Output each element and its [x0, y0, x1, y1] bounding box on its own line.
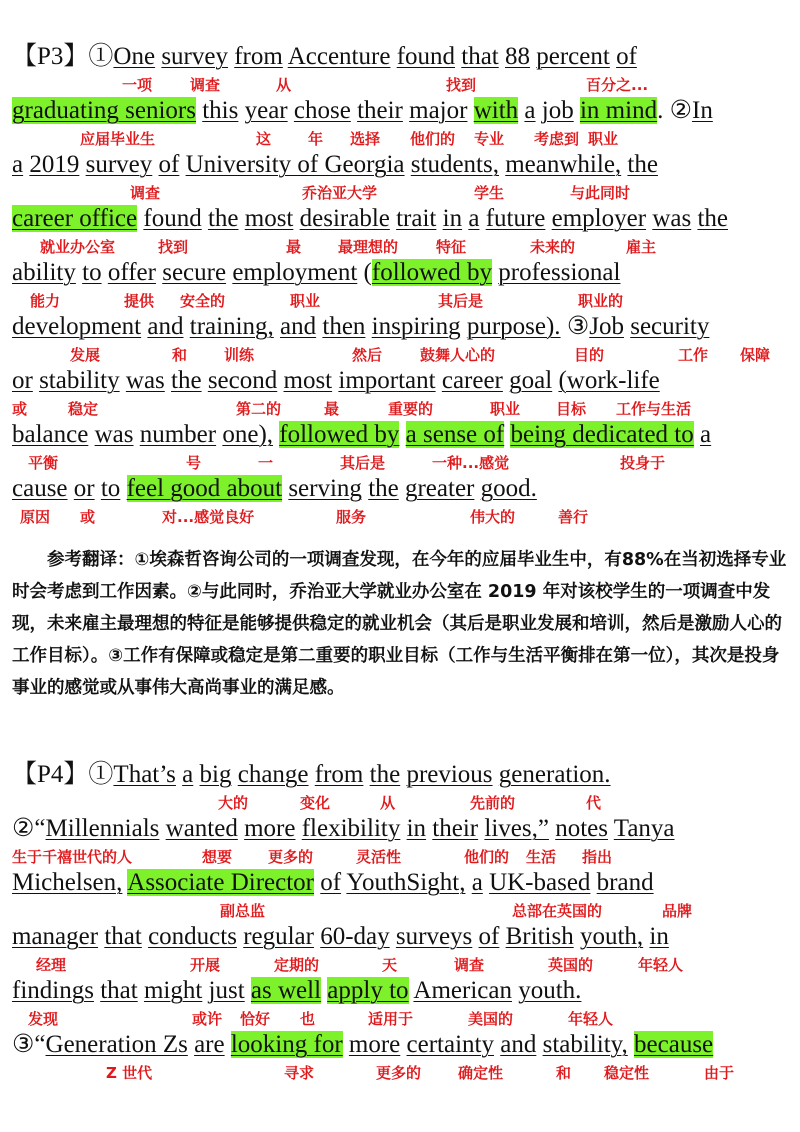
chinese-gloss: 和 [172, 346, 188, 364]
word: findings [12, 977, 94, 1004]
word: most [283, 367, 333, 394]
word: flexibility [301, 815, 401, 842]
word: and [280, 313, 317, 340]
chinese-gloss: 选择 [350, 130, 381, 148]
text-line [12, 814, 675, 846]
chinese-gloss: 对...感觉良好 [162, 508, 255, 526]
word: purpose). [466, 313, 561, 340]
chinese-gloss: 指出 [582, 848, 613, 866]
chinese-gloss: 百分之... [586, 76, 649, 94]
word: of [320, 869, 342, 896]
word: YouthSight, [346, 869, 466, 896]
chinese-gloss: 找到 [446, 76, 477, 94]
chinese-gloss: 其后是 [340, 454, 386, 472]
chinese-gloss: 工作与生活 [616, 400, 692, 418]
word: and [147, 313, 184, 340]
chinese-gloss: 美国的 [468, 1010, 514, 1028]
text-line [12, 760, 611, 792]
word: number [139, 421, 217, 448]
word: trait [396, 205, 437, 232]
text-line [12, 42, 637, 74]
word: regular [243, 923, 314, 950]
chinese-gloss: 学生 [474, 184, 505, 202]
chinese-gloss: 训练 [224, 346, 255, 364]
word: University of Georgia [185, 151, 405, 178]
word: balance [12, 421, 89, 448]
word: a [471, 869, 483, 896]
chinese-gloss: 发现 [28, 1010, 59, 1028]
chinese-gloss: 职业 [490, 400, 521, 418]
chinese-gloss: 英国的 [548, 956, 594, 974]
chinese-gloss: 或 [12, 400, 28, 418]
word: stability [39, 367, 120, 394]
chinese-gloss: 平衡 [28, 454, 59, 472]
reference-translation: 参考翻译：①埃森哲咨询公司的一项调查发现，在今年的应届毕业生中，有88%在当初选择专业时会考虑到工作因素。②与此同时，乔治亚大学就业办公室在 2019 年对该校学生的一项调查中发现，未来雇主最理想的特征是能够提供稳定的就业机会（其后是职业发展和培训，然后是激励人心的工作目标）。③工作有保障或稳定是第二重要的职业目标（工作与生活平衡排在第一位），其次是投身事业的感觉或从事伟大高尚事业的满足感。 [12, 550, 787, 698]
chinese-gloss: 服务 [336, 508, 367, 526]
chinese-gloss: 最 [286, 238, 302, 256]
chinese-gloss: 能力 [30, 292, 61, 310]
chinese-gloss: 总部在英国的 [512, 902, 603, 920]
punctuation [399, 421, 405, 448]
word: the [368, 475, 399, 502]
chinese-gloss: 他们的 [410, 130, 456, 148]
chinese-gloss: 善行 [558, 508, 589, 526]
chinese-gloss: 和 [556, 1064, 572, 1082]
word: from [234, 43, 283, 70]
highlighted-phrase: graduating seniors [12, 97, 196, 124]
word: Millennials [45, 815, 160, 842]
text-line [12, 96, 713, 128]
word: or [12, 367, 33, 394]
chinese-gloss: 特征 [436, 238, 467, 256]
word: important [338, 367, 436, 394]
word: conducts [148, 923, 237, 950]
word: notes [555, 815, 608, 842]
word: career [441, 367, 503, 394]
chinese-gloss: 职业的 [578, 292, 624, 310]
chinese-gloss: 或 [80, 508, 96, 526]
chinese-gloss: 年轻人 [638, 956, 684, 974]
chinese-gloss: 副总监 [220, 902, 266, 920]
text-line [12, 420, 711, 452]
word: That’s [113, 761, 176, 788]
chinese-gloss: 工作 [678, 346, 709, 364]
word: change [237, 761, 309, 788]
chinese-gloss: Z 世代 [106, 1064, 153, 1082]
word: training, [189, 313, 274, 340]
word: a [700, 421, 712, 448]
chinese-gloss: 年轻人 [568, 1010, 614, 1028]
word: then [322, 313, 366, 340]
word: good. [480, 475, 537, 502]
word: previous [406, 761, 493, 788]
chinese-gloss: 调查 [190, 76, 221, 94]
highlighted-phrase: being dedicated to [510, 421, 694, 448]
chinese-gloss: 号 [186, 454, 202, 472]
word: inspiring [371, 313, 461, 340]
chinese-gloss: 由于 [704, 1064, 735, 1082]
highlighted-phrase: as well [250, 977, 322, 1004]
chinese-gloss: 重要的 [388, 400, 434, 418]
chinese-gloss: 投身于 [620, 454, 666, 472]
chinese-gloss: 一 [258, 454, 274, 472]
chinese-gloss: 伟大的 [470, 508, 516, 526]
chinese-gloss: 目标 [556, 400, 587, 418]
word: chose [293, 97, 351, 124]
chinese-gloss: 更多的 [376, 1064, 422, 1082]
highlighted-phrase: because [634, 1031, 714, 1058]
text-line [12, 312, 709, 344]
highlighted-phrase: in mind [579, 97, 658, 124]
chinese-gloss: 与此同时 [570, 184, 631, 202]
chinese-gloss: 乔治亚大学 [302, 184, 378, 202]
word: British [505, 923, 574, 950]
word: Job [589, 313, 624, 340]
chinese-gloss: 或许 [192, 1010, 223, 1028]
chinese-gloss: 恰好 [240, 1010, 271, 1028]
word: employment [232, 259, 358, 286]
punctuation [467, 97, 473, 124]
chinese-gloss: 开展 [190, 956, 221, 974]
text-line [12, 868, 654, 900]
word: Generation Zs [45, 1031, 188, 1058]
word: generation. [498, 761, 611, 788]
chinese-gloss: 适用于 [368, 1010, 414, 1028]
chinese-gloss: 其后是 [438, 292, 484, 310]
word: serving [288, 475, 362, 502]
chinese-gloss: 最 [324, 400, 340, 418]
chinese-gloss: 然后 [352, 346, 383, 364]
word: In [692, 97, 713, 124]
highlighted-phrase: looking for [230, 1031, 343, 1058]
chinese-gloss: 变化 [300, 794, 331, 812]
word: most [244, 205, 294, 232]
word: just [208, 977, 245, 1004]
chinese-gloss: 专业 [474, 130, 505, 148]
word: a [524, 97, 536, 124]
word: (work-life [558, 367, 660, 394]
chinese-gloss: 天 [382, 956, 398, 974]
punctuation: 【P3】 [12, 43, 89, 70]
word: that [100, 977, 138, 1004]
chinese-gloss: 应届毕业生 [80, 130, 156, 148]
word: to [82, 259, 102, 286]
word: was [94, 421, 134, 448]
word: found [396, 43, 456, 70]
chinese-gloss: 调查 [454, 956, 485, 974]
highlighted-phrase: followed by [371, 259, 492, 286]
highlighted-phrase: Associate Director [127, 869, 314, 896]
word: manager [12, 923, 99, 950]
word: the [369, 761, 401, 788]
chinese-gloss: 大的 [218, 794, 249, 812]
punctuation [120, 475, 126, 502]
chinese-gloss: 原因 [20, 508, 51, 526]
punctuation: 【P4】 [12, 761, 89, 788]
word: One [113, 43, 156, 70]
word: goal [509, 367, 553, 394]
word: American [413, 977, 512, 1004]
word: UK-based [489, 869, 591, 896]
word: offer [107, 259, 156, 286]
text-line [12, 474, 537, 506]
chinese-gloss: 职业 [290, 292, 321, 310]
word: meanwhile, [505, 151, 622, 178]
word: that [461, 43, 499, 70]
chinese-gloss: 未来的 [530, 238, 576, 256]
word: professional [498, 259, 621, 286]
word: Michelsen, [12, 869, 123, 896]
chinese-gloss: 发展 [70, 346, 101, 364]
chinese-gloss: 品牌 [662, 902, 693, 920]
highlighted-phrase: feel good about [126, 475, 283, 502]
punctuation: ① [88, 761, 114, 788]
punctuation: ③ [560, 313, 590, 340]
word: greater [404, 475, 475, 502]
chinese-gloss: 调查 [130, 184, 161, 202]
word: found [143, 205, 202, 232]
chinese-gloss: 保障 [740, 346, 771, 364]
word: a [12, 151, 24, 178]
chinese-gloss: 找到 [158, 238, 189, 256]
word: 60-day [320, 923, 390, 950]
word: youth, [579, 923, 644, 950]
word: second [207, 367, 278, 394]
text-line [12, 258, 620, 290]
word: survey [161, 43, 228, 70]
chinese-gloss: 生活 [526, 848, 557, 866]
chinese-gloss: 从 [276, 76, 292, 94]
chinese-gloss: 雇主 [626, 238, 657, 256]
chinese-gloss: 这 [256, 130, 272, 148]
word: to [100, 475, 121, 502]
word: big [199, 761, 232, 788]
word: the [171, 367, 202, 394]
word: ability [12, 259, 76, 286]
word: wanted [165, 815, 238, 842]
text-line [12, 204, 728, 236]
word: stability, [542, 1031, 628, 1058]
word: cause [12, 475, 68, 502]
chinese-gloss: 一项 [122, 76, 153, 94]
text-line [12, 1030, 713, 1062]
chinese-gloss: 鼓舞人心的 [420, 346, 496, 364]
word: youth. [518, 977, 582, 1004]
word: students, [410, 151, 499, 178]
word: their [432, 815, 479, 842]
punctuation: ③“ [12, 1031, 46, 1058]
text-line [12, 366, 660, 398]
punctuation: . ② [657, 97, 692, 124]
word: survey [85, 151, 153, 178]
word: and [500, 1031, 537, 1058]
word: of [616, 43, 637, 70]
chinese-gloss: 稳定 [68, 400, 99, 418]
chinese-gloss: 定期的 [274, 956, 320, 974]
word: percent [536, 43, 610, 70]
word: security [630, 313, 710, 340]
chinese-gloss: 他们的 [464, 848, 510, 866]
word: the [697, 205, 728, 232]
word: in [649, 923, 669, 950]
word: Accenture [287, 43, 391, 70]
highlighted-phrase: a sense of [405, 421, 505, 448]
word: from [314, 761, 364, 788]
chinese-gloss: 也 [300, 1010, 316, 1028]
word: one), [222, 421, 274, 448]
chinese-gloss: 稳定性 [604, 1064, 650, 1082]
chinese-gloss: 考虑到 [534, 130, 580, 148]
word: more [348, 1031, 401, 1058]
chinese-gloss: 目的 [574, 346, 605, 364]
highlighted-phrase: career office [12, 205, 138, 232]
chinese-gloss: 从 [380, 794, 396, 812]
chinese-gloss: 第二的 [236, 400, 282, 418]
chinese-gloss: 代 [586, 794, 602, 812]
word: major [409, 97, 468, 124]
word: development [12, 313, 142, 340]
text-line [12, 922, 669, 954]
word: of [158, 151, 180, 178]
chinese-gloss: 寻求 [284, 1064, 315, 1082]
highlighted-phrase: apply to [327, 977, 409, 1004]
chinese-gloss: 更多的 [268, 848, 314, 866]
word: employer [551, 205, 647, 232]
word: more [244, 815, 296, 842]
punctuation: ① [88, 43, 114, 70]
chinese-gloss: 想要 [202, 848, 233, 866]
word: the [207, 205, 239, 232]
highlighted-phrase: followed by [279, 421, 400, 448]
text-line [12, 150, 658, 182]
word: the [627, 151, 658, 178]
word: was [652, 205, 692, 232]
word: certainty [406, 1031, 494, 1058]
word: brand [596, 869, 654, 896]
word: future [485, 205, 546, 232]
chinese-gloss: 年 [308, 130, 324, 148]
punctuation: ②“ [12, 815, 46, 842]
word: a [182, 761, 194, 788]
word: was [125, 367, 165, 394]
chinese-gloss: 最理想的 [338, 238, 399, 256]
chinese-gloss: 经理 [36, 956, 67, 974]
chinese-gloss: 一种...感觉 [432, 454, 510, 472]
word: Tanya [613, 815, 675, 842]
chinese-gloss: 就业办公室 [40, 238, 116, 256]
word: might [143, 977, 203, 1004]
word: in [406, 815, 427, 842]
text-line [12, 976, 581, 1008]
punctuation [225, 1031, 231, 1058]
word: that [104, 923, 142, 950]
word: job [541, 97, 574, 124]
word: lives,” [484, 815, 549, 842]
highlighted-phrase: with [473, 97, 519, 124]
chinese-gloss: 安全的 [180, 292, 226, 310]
word: 2019 [29, 151, 80, 178]
chinese-gloss: 生于千禧世代的人 [12, 848, 133, 866]
chinese-gloss: 灵活性 [356, 848, 402, 866]
word: are [194, 1031, 225, 1058]
word: year [244, 97, 288, 124]
word: secure [162, 259, 227, 286]
punctuation: ( [357, 259, 372, 286]
chinese-gloss: 职业 [588, 130, 619, 148]
word: surveys [395, 923, 473, 950]
punctuation [245, 977, 251, 1004]
word: or [73, 475, 95, 502]
word: desirable [299, 205, 390, 232]
word: their [357, 97, 403, 124]
chinese-gloss: 先前的 [470, 794, 516, 812]
word: this [202, 97, 239, 124]
word: in [442, 205, 463, 232]
word: a [468, 205, 480, 232]
chinese-gloss: 提供 [124, 292, 155, 310]
chinese-gloss: 确定性 [458, 1064, 504, 1082]
word: 88 [505, 43, 531, 70]
word: of [478, 923, 500, 950]
